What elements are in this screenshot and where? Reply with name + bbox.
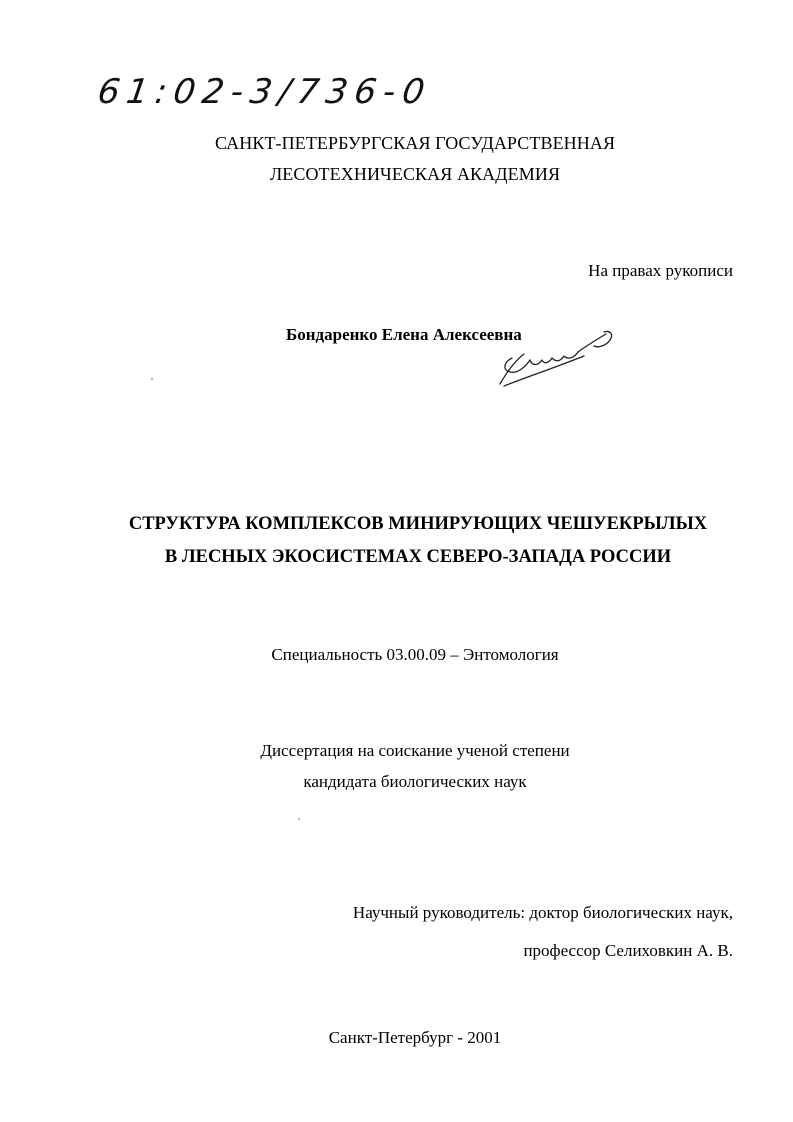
institution-line-1: САНКТ-ПЕТЕРБУРГСКАЯ ГОСУДАРСТВЕННАЯ: [214, 133, 616, 153]
rights-note: На правах рукописи: [588, 261, 733, 280]
specialty: Специальность 03.00.09 – Энтомология: [271, 645, 559, 664]
city-year: Санкт-Петербург - 2001: [328, 1028, 502, 1047]
institution-line-2: ЛЕСОТЕХНИЧЕСКАЯ АКАДЕМИЯ: [269, 164, 561, 184]
dissertation-title-line-2: В ЛЕСНЫХ ЭКОСИСТЕМАХ СЕВЕРО-ЗАПАДА РОССИИ: [164, 547, 672, 567]
degree-line-2: кандидата биологических наук: [303, 772, 527, 791]
author-name: Бондаренко Елена Алексеевна: [286, 325, 522, 344]
supervisor-line-1: Научный руководитель: доктор биологических наук,: [352, 903, 733, 922]
scan-speck: [151, 378, 153, 380]
degree-line-1: Диссертация на соискание ученой степени: [260, 741, 570, 760]
supervisor-line-2: профессор Селиховкин А. В.: [523, 941, 733, 960]
archive-number: 61:02-3/736-0: [95, 72, 434, 112]
scan-speck: [298, 818, 300, 820]
signature-icon: [494, 326, 619, 388]
dissertation-title-line-1: СТРУКТУРА КОМПЛЕКСОВ МИНИРУЮЩИХ ЧЕШУЕКРЫЛЫХ: [128, 514, 708, 534]
